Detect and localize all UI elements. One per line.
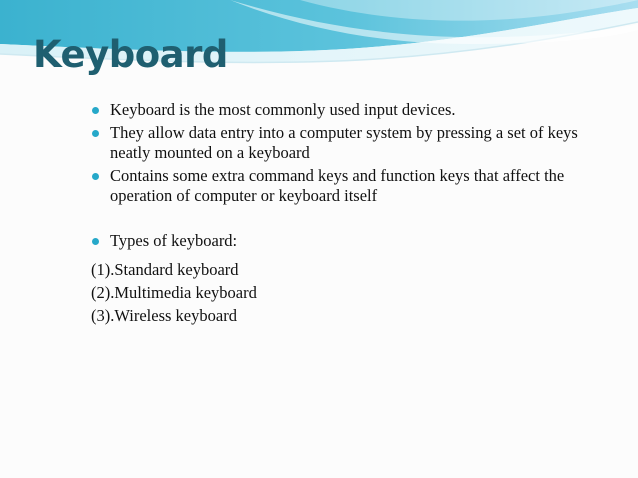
bullet-text: Types of keyboard: bbox=[110, 230, 238, 250]
bullet-item bbox=[91, 123, 611, 164]
bullet-dot-icon bbox=[92, 173, 99, 180]
bullet-text: They allow data entry into a computer system by pressing a set of keys neatly mounted on a keyboard bbox=[110, 122, 578, 162]
bullet-item bbox=[91, 100, 611, 121]
bullet-dot-icon bbox=[92, 238, 99, 245]
bullet-dot-icon bbox=[92, 107, 99, 114]
bullet-item bbox=[91, 231, 611, 252]
slide-title: Keyboard bbox=[33, 33, 228, 76]
keyboard-types-list bbox=[91, 258, 257, 327]
keyboard-type-item: (2).Multimedia keyboard bbox=[91, 283, 257, 302]
bullet-dot-icon bbox=[92, 130, 99, 137]
keyboard-type-item: (3).Wireless keyboard bbox=[91, 306, 237, 325]
bullet-item bbox=[91, 166, 611, 207]
bullet-list bbox=[91, 100, 611, 253]
keyboard-type-item: (1).Standard keyboard bbox=[91, 260, 239, 279]
bullet-text: Contains some extra command keys and function keys that affect the operation of computer or keyboard itself bbox=[110, 165, 565, 205]
bullet-text: Keyboard is the most commonly used input devices. bbox=[110, 100, 456, 119]
